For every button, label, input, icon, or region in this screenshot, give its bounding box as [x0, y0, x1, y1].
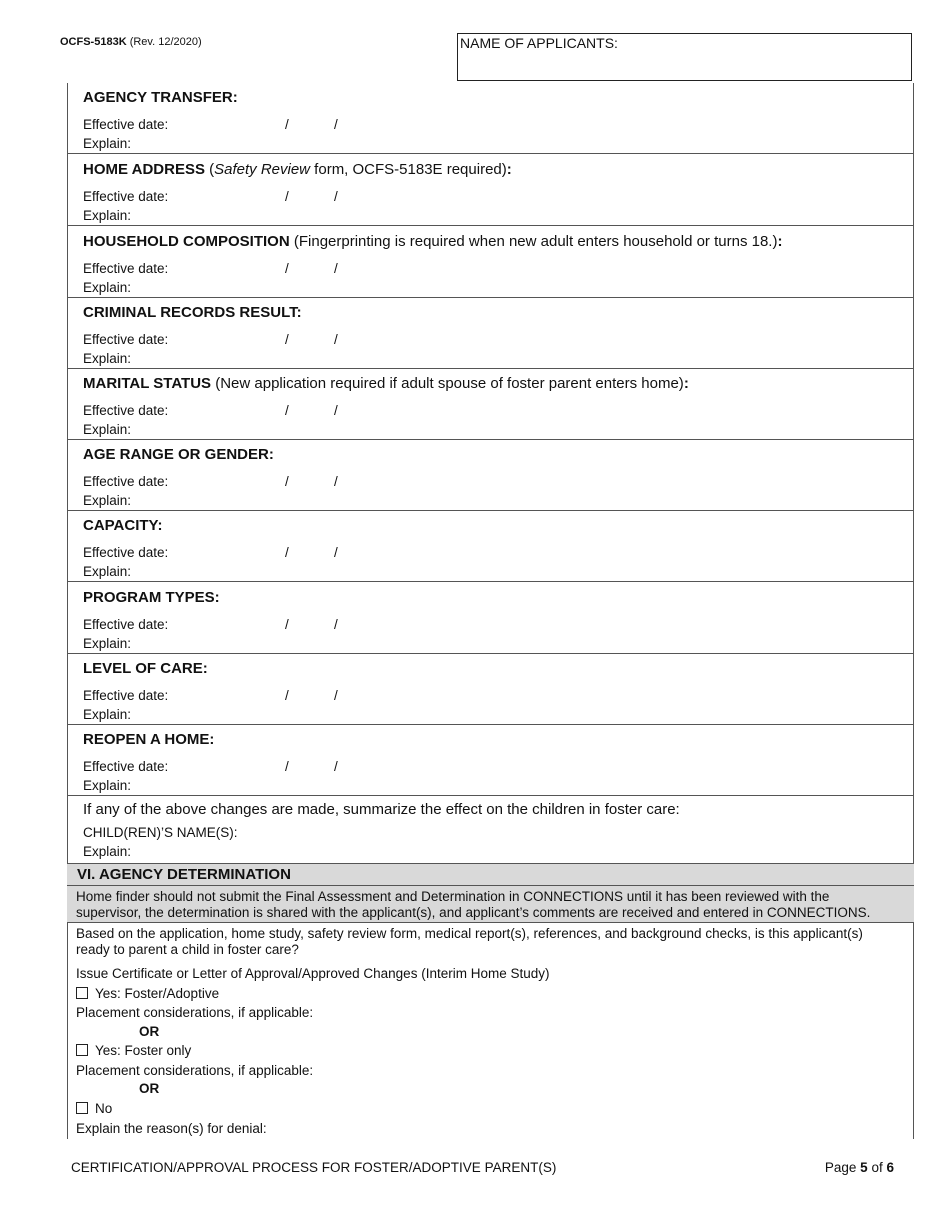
children-names-field[interactable]: CHILD(REN)’S NAME(S): [83, 825, 238, 840]
effective-date-day-year[interactable]: / [334, 474, 338, 489]
effective-date-month-day[interactable]: / [285, 403, 289, 418]
effective-date-label: Effective date: [83, 545, 169, 560]
section-heading [83, 161, 512, 178]
section-heading [83, 89, 238, 106]
option-foster-adoptive[interactable] [76, 986, 219, 1001]
section-heading [83, 731, 214, 748]
section-note-end: form, OCFS-5183E required) [310, 161, 507, 178]
summary-section [67, 797, 914, 864]
effective-date-label: Effective date: [83, 403, 169, 418]
effective-date-day-year[interactable]: / [334, 261, 338, 276]
effective-date-month-day[interactable]: / [285, 688, 289, 703]
section-heading [83, 375, 689, 392]
section-level-of-care [67, 654, 914, 725]
explain-field[interactable]: Explain: [83, 280, 132, 295]
section-program-types [67, 583, 914, 654]
section-heading [83, 589, 220, 606]
section-title: AGE RANGE OR GENDER: [83, 446, 274, 463]
effective-date-day-year[interactable]: / [334, 759, 338, 774]
footer-title: CERTIFICATION/APPROVAL PROCESS FOR FOSTER/ADOPTIVE PARENT(S) [71, 1160, 557, 1175]
section-colon: : [683, 375, 689, 392]
denial-reason-field[interactable]: Explain the reason(s) for denial: [76, 1121, 267, 1136]
section-title: LEVEL OF CARE: [83, 660, 208, 677]
form-identifier [60, 36, 202, 48]
effective-date-day-year[interactable]: / [334, 617, 338, 632]
effective-date-label: Effective date: [83, 189, 169, 204]
section-heading [83, 517, 162, 534]
foster-only-checkbox[interactable] [76, 1044, 88, 1056]
effective-date-label: Effective date: [83, 474, 169, 489]
explain-field[interactable]: Explain: [83, 208, 132, 223]
section-home-address [67, 155, 914, 226]
section-title: PROGRAM TYPES: [83, 589, 220, 606]
explain-field[interactable]: Explain: [83, 707, 132, 722]
effective-date-label: Effective date: [83, 117, 169, 132]
summary-heading: If any of the above changes are made, summarize the effect on the children in foster care: [83, 801, 680, 818]
section-colon: : [777, 233, 783, 250]
explain-field[interactable]: Explain: [83, 422, 132, 437]
placement-considerations-1[interactable]: Placement considerations, if applicable: [76, 1005, 314, 1020]
effective-date-label: Effective date: [83, 688, 169, 703]
effective-date-day-year[interactable]: / [334, 403, 338, 418]
section-note-italic: Safety Review [214, 161, 311, 178]
form-revision: (Rev. 12/2020) [129, 36, 202, 48]
section-title: CRIMINAL RECORDS RESULT: [83, 304, 302, 321]
section-note: (Fingerprinting is required when new adult enters household or turns 18.) [289, 233, 778, 250]
section-title: HOME ADDRESS [83, 161, 205, 178]
question-line-1: Based on the application, home study, safety review form, medical report(s), references, and background checks, is this applicant(s) [76, 926, 863, 941]
note-line-1: Home finder should not submit the Final Assessment and Determination in CONNECTIONS until it has been reviewed with the [76, 889, 830, 904]
no-checkbox[interactable] [76, 1102, 88, 1114]
section-note: (New application required if adult spouse of foster parent enters home) [211, 375, 684, 392]
section-household-composition [67, 227, 914, 298]
page-total: 6 [886, 1160, 894, 1175]
explain-field[interactable]: Explain: [83, 493, 132, 508]
or-label-2: OR [139, 1081, 160, 1096]
section-title: CAPACITY: [83, 517, 163, 534]
section-heading [83, 304, 302, 321]
effective-date-month-day[interactable]: / [285, 617, 289, 632]
page-word: Page [824, 1160, 857, 1175]
placement-considerations-2[interactable]: Placement considerations, if applicable: [76, 1063, 314, 1078]
explain-field[interactable]: Explain: [83, 351, 132, 366]
foster-adoptive-checkbox[interactable] [76, 987, 88, 999]
explain-field[interactable]: Explain: [83, 778, 132, 793]
effective-date-day-year[interactable]: / [334, 688, 338, 703]
foster-adoptive-label: Yes: Foster/Adoptive [95, 986, 220, 1001]
agency-determination-note [67, 886, 914, 923]
effective-date-month-day[interactable]: / [285, 474, 289, 489]
determination-question [76, 926, 906, 958]
section-heading [83, 660, 208, 677]
section-age-range-gender [67, 440, 914, 511]
applicants-label: NAME OF APPLICANTS: [460, 35, 618, 51]
effective-date-month-day[interactable]: / [285, 261, 289, 276]
effective-date-day-year[interactable]: / [334, 332, 338, 347]
foster-only-label: Yes: Foster only [95, 1043, 192, 1058]
section-title: REOPEN A HOME: [83, 731, 215, 748]
page-of: of [871, 1160, 883, 1175]
explain-field[interactable]: Explain: [83, 136, 132, 151]
effective-date-label: Effective date: [83, 617, 169, 632]
section-agency-transfer [67, 83, 914, 154]
effective-date-day-year[interactable]: / [334, 545, 338, 560]
section-title: MARITAL STATUS [83, 375, 212, 392]
page-number [825, 1160, 894, 1175]
or-label-1: OR [139, 1024, 160, 1039]
page-current: 5 [860, 1160, 868, 1175]
section-title: HOUSEHOLD COMPOSITION [83, 233, 290, 250]
question-line-2: ready to parent a child in foster care? [76, 942, 299, 957]
effective-date-month-day[interactable]: / [285, 759, 289, 774]
effective-date-month-day[interactable]: / [285, 332, 289, 347]
effective-date-month-day[interactable]: / [285, 117, 289, 132]
section-title: AGENCY TRANSFER: [83, 89, 238, 106]
section-criminal-records [67, 298, 914, 369]
agency-determination-title: VI. AGENCY DETERMINATION [67, 864, 914, 886]
section-colon: : [506, 161, 512, 178]
section-marital-status [67, 369, 914, 440]
option-foster-only[interactable] [76, 1043, 191, 1058]
applicants-name-field[interactable] [457, 33, 912, 81]
section-heading [83, 233, 782, 250]
form-number: OCFS-5183K [60, 36, 127, 48]
section-note: ( [204, 161, 215, 178]
no-label: No [95, 1101, 113, 1116]
note-line-2: supervisor, the determination is shared with the applicant(s), and applicant’s comments are received and entered in CONNECTIONS. [76, 905, 871, 920]
section-reopen-home [67, 725, 914, 796]
effective-date-label: Effective date: [83, 261, 169, 276]
effective-date-label: Effective date: [83, 332, 169, 347]
effective-date-label: Effective date: [83, 759, 169, 774]
section-heading [83, 446, 274, 463]
effective-date-day-year[interactable]: / [334, 117, 338, 132]
effective-date-month-day[interactable]: / [285, 189, 289, 204]
effective-date-month-day[interactable]: / [285, 545, 289, 560]
summary-explain-field[interactable]: Explain: [83, 844, 132, 859]
section-capacity [67, 511, 914, 582]
effective-date-day-year[interactable]: / [334, 189, 338, 204]
explain-field[interactable]: Explain: [83, 636, 132, 651]
issue-certificate-label: Issue Certificate or Letter of Approval/Approved Changes (Interim Home Study) [76, 966, 550, 981]
explain-field[interactable]: Explain: [83, 564, 132, 579]
option-no[interactable] [76, 1101, 112, 1116]
